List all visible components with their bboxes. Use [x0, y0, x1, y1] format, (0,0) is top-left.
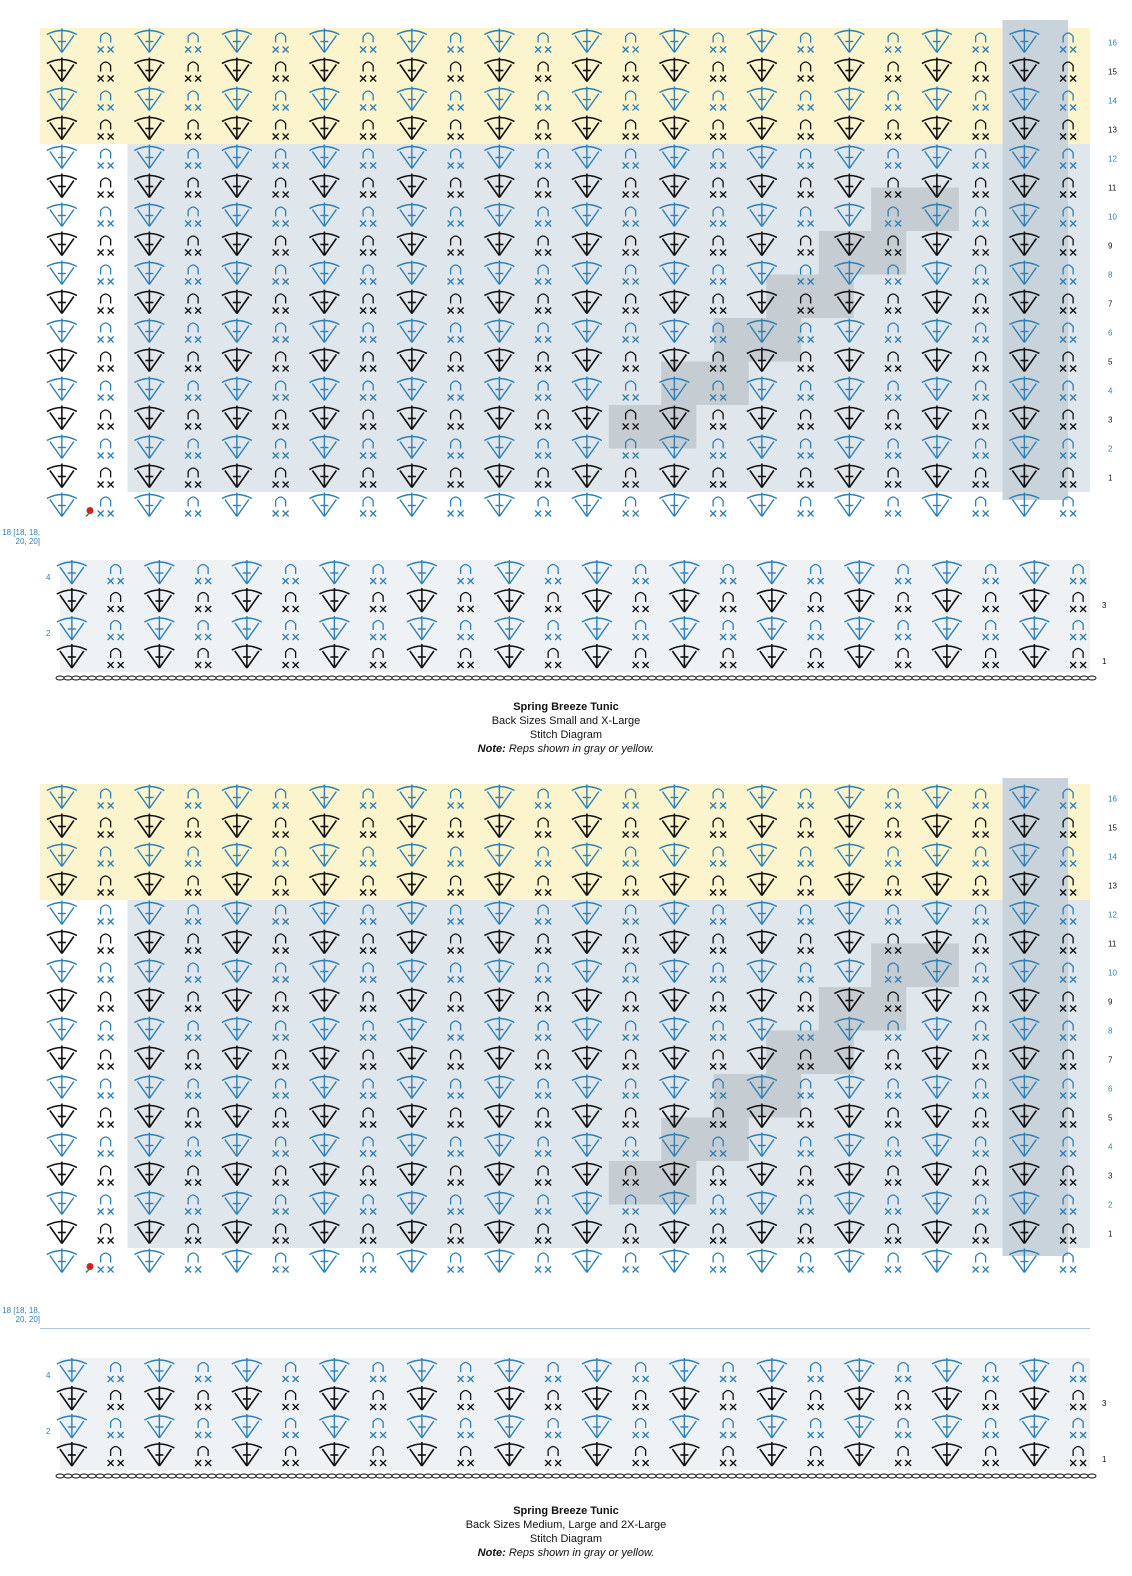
- chain-icon: [98, 905, 114, 925]
- shell-stitch-icon: [47, 435, 77, 459]
- repeat-block-gray: [609, 405, 697, 449]
- row-number-label: 5: [1108, 357, 1113, 367]
- row-number-label: 15: [1108, 823, 1117, 833]
- row-number-label: 16: [1108, 38, 1117, 48]
- chain-icon: [98, 323, 114, 343]
- row-number-label: 5: [1108, 1113, 1113, 1123]
- repeat-block-gray: [714, 1074, 802, 1118]
- diagram-title: Spring Breeze Tunic: [513, 1505, 619, 1517]
- fan-stitch-icon: [47, 988, 77, 1012]
- chain-icon: [98, 468, 114, 488]
- chain-icon: [98, 1224, 114, 1244]
- chain-icon: [360, 497, 376, 517]
- shell-stitch-icon: [572, 1249, 602, 1273]
- shell-stitch-icon: [397, 1249, 427, 1273]
- foundation-row-number: 2: [46, 629, 51, 638]
- note-text: Reps shown in gray or yellow.: [508, 1547, 655, 1559]
- foundation-chain: [56, 676, 1096, 680]
- chain-icon: [98, 265, 114, 285]
- chain-icon: [185, 1253, 201, 1273]
- chain-icon: [798, 497, 814, 517]
- chain-icon: [98, 381, 114, 401]
- repeat-block-gray: [819, 231, 907, 275]
- shell-stitch-icon: [47, 901, 77, 925]
- chain-icon: [885, 1253, 901, 1273]
- row-number-label: 10: [1108, 212, 1117, 222]
- shell-stitch-icon: [572, 493, 602, 517]
- size-label: [0, 1306, 40, 1324]
- chain-icon: [98, 352, 114, 372]
- stitch-chart-svg: [0, 778, 1132, 1488]
- row-number-label: 9: [1108, 241, 1113, 251]
- chain-icon: [98, 1195, 114, 1215]
- diagram-kind: Stitch Diagram: [529, 1533, 603, 1545]
- repeat-block-gray: [714, 318, 802, 362]
- row-number-label: 2: [1108, 1200, 1113, 1210]
- shell-stitch-icon: [922, 493, 952, 517]
- shell-stitch-icon: [47, 1017, 77, 1041]
- shell-stitch-icon: [397, 493, 427, 517]
- shell-stitch-icon: [747, 1249, 777, 1273]
- chain-icon: [273, 1253, 289, 1273]
- chain-icon: [623, 497, 639, 517]
- chain-icon: [273, 497, 289, 517]
- fan-stitch-icon: [47, 930, 77, 954]
- shell-stitch-icon: [922, 1249, 952, 1273]
- chain-icon: [185, 497, 201, 517]
- shell-stitch-icon: [659, 1249, 689, 1273]
- diagram-subtitle: Back Sizes Medium, Large and 2X-Large: [465, 1519, 667, 1531]
- foundation-rep-gray: [60, 560, 1090, 672]
- row-number-label: 10: [1108, 968, 1117, 978]
- foundation-row-number: 2: [46, 1427, 51, 1436]
- chain-icon: [798, 1253, 814, 1273]
- rose-marker-icon: [86, 1263, 94, 1273]
- size-label: [0, 528, 40, 546]
- shell-stitch-icon: [47, 145, 77, 169]
- shell-stitch-icon: [134, 1249, 164, 1273]
- stitch-chart-svg: [0, 0, 1132, 690]
- shell-stitch-icon: [309, 493, 339, 517]
- chain-icon: [535, 497, 551, 517]
- size-label-line-1: 18 [18, 18,: [2, 1306, 40, 1315]
- diagram-title: Spring Breeze Tunic: [513, 701, 619, 713]
- shell-stitch-icon: [47, 1133, 77, 1157]
- chain-icon: [973, 1253, 989, 1273]
- chain-icon: [623, 1253, 639, 1273]
- chain-icon: [98, 1137, 114, 1157]
- row-number-label: 11: [1108, 183, 1117, 193]
- foundation-row-number: 4: [46, 573, 51, 582]
- row-number-label: 14: [1108, 852, 1117, 862]
- shell-stitch-icon: [834, 493, 864, 517]
- fan-stitch-icon: [47, 232, 77, 256]
- row-number-label: 4: [1108, 386, 1113, 396]
- row-number-label: 6: [1108, 1084, 1113, 1094]
- chain-icon: [98, 1253, 114, 1273]
- shell-stitch-icon: [47, 319, 77, 343]
- chain-icon: [885, 497, 901, 517]
- shell-stitch-icon: [747, 493, 777, 517]
- chain-icon: [98, 1050, 114, 1070]
- row-number-label: 15: [1108, 67, 1117, 77]
- repeat-block-gray: [871, 188, 959, 232]
- shell-stitch-icon: [47, 959, 77, 983]
- shell-stitch-icon: [47, 493, 77, 517]
- repeat-block-gray: [819, 987, 907, 1031]
- note-label: Note:: [477, 1547, 506, 1559]
- chain-icon: [98, 1108, 114, 1128]
- row-number-label: 13: [1108, 881, 1117, 891]
- shell-stitch-icon: [47, 261, 77, 285]
- row-number-label: 16: [1108, 794, 1117, 804]
- rose-marker-icon: [86, 507, 94, 517]
- diagram-caption: [0, 1504, 1132, 1560]
- fan-stitch-icon: [47, 174, 77, 198]
- stitch-diagram-small-xlarge: [0, 0, 1132, 770]
- fan-stitch-icon: [47, 406, 77, 430]
- chain-icon: [98, 934, 114, 954]
- fan-stitch-icon: [47, 1046, 77, 1070]
- shell-stitch-icon: [47, 1249, 77, 1273]
- row-number-label: 8: [1108, 270, 1113, 280]
- note-text: Reps shown in gray or yellow.: [508, 743, 655, 755]
- foundation-row-number: 3: [1102, 1399, 1107, 1408]
- chain-icon: [98, 410, 114, 430]
- shell-stitch-icon: [134, 493, 164, 517]
- chain-icon: [98, 1166, 114, 1186]
- chain-icon: [448, 497, 464, 517]
- row-number-label: 3: [1108, 415, 1113, 425]
- fan-stitch-icon: [47, 348, 77, 372]
- shell-stitch-icon: [484, 1249, 514, 1273]
- row-number-label: 12: [1108, 910, 1117, 920]
- size-label-line-1: 18 [18, 18,: [2, 528, 40, 537]
- chain-icon: [98, 207, 114, 227]
- chain-icon: [98, 992, 114, 1012]
- chain-icon: [98, 236, 114, 256]
- chain-icon: [360, 1253, 376, 1273]
- foundation-row-number: 4: [46, 1371, 51, 1380]
- shell-stitch-icon: [47, 1075, 77, 1099]
- chain-icon: [98, 963, 114, 983]
- row-number-label: 1: [1108, 1229, 1113, 1239]
- chain-icon: [98, 1079, 114, 1099]
- chain-icon: [98, 439, 114, 459]
- row-number-label: 11: [1108, 939, 1117, 949]
- fan-stitch-icon: [47, 464, 77, 488]
- chain-icon: [98, 294, 114, 314]
- row-number-label: 13: [1108, 125, 1117, 135]
- chain-icon: [448, 1253, 464, 1273]
- shell-stitch-icon: [222, 1249, 252, 1273]
- shell-stitch-icon: [47, 377, 77, 401]
- stitch-diagram-medium-large-2xlarge: [0, 778, 1132, 1576]
- chain-icon: [98, 178, 114, 198]
- chain-icon: [98, 1021, 114, 1041]
- diagram-subtitle: Back Sizes Small and X-Large: [491, 715, 641, 727]
- row-number-label: 1: [1108, 473, 1113, 483]
- diagram-kind: Stitch Diagram: [529, 729, 603, 741]
- shell-stitch-icon: [222, 493, 252, 517]
- section-divider: [40, 1328, 1090, 1329]
- shell-stitch-icon: [47, 1191, 77, 1215]
- shell-stitch-icon: [834, 1249, 864, 1273]
- note-label: Note:: [477, 743, 506, 755]
- shell-stitch-icon: [309, 1249, 339, 1273]
- foundation-row-number: 1: [1102, 657, 1107, 666]
- chain-icon: [535, 1253, 551, 1273]
- chain-icon: [973, 497, 989, 517]
- row-number-label: 4: [1108, 1142, 1113, 1152]
- size-label-line-2: 20, 20]: [15, 1315, 40, 1324]
- diagram-caption: [0, 700, 1132, 756]
- row-number-label: 12: [1108, 154, 1117, 164]
- chain-icon: [710, 497, 726, 517]
- fan-stitch-icon: [47, 1104, 77, 1128]
- repeat-block-gray: [871, 944, 959, 988]
- row-number-label: 3: [1108, 1171, 1113, 1181]
- shell-stitch-icon: [659, 493, 689, 517]
- repeat-column-gray: [1003, 20, 1069, 500]
- foundation-row-number: 1: [1102, 1455, 1107, 1464]
- row-number-label: 9: [1108, 997, 1113, 1007]
- fan-stitch-icon: [47, 290, 77, 314]
- chain-icon: [98, 149, 114, 169]
- shell-stitch-icon: [1009, 493, 1039, 517]
- size-label-line-2: 20, 20]: [15, 537, 40, 546]
- fan-stitch-icon: [47, 1162, 77, 1186]
- foundation-rep-gray: [60, 1358, 1090, 1470]
- row-number-label: 2: [1108, 444, 1113, 454]
- row-number-label: 8: [1108, 1026, 1113, 1036]
- chain-icon: [98, 497, 114, 517]
- repeat-block-gray: [609, 1161, 697, 1205]
- foundation-row-number: 3: [1102, 601, 1107, 610]
- row-number-label: 7: [1108, 299, 1113, 309]
- row-number-label: 14: [1108, 96, 1117, 106]
- fan-stitch-icon: [47, 1220, 77, 1244]
- foundation-chain: [56, 1474, 1096, 1478]
- chain-icon: [710, 1253, 726, 1273]
- shell-stitch-icon: [47, 203, 77, 227]
- row-number-label: 6: [1108, 328, 1113, 338]
- row-number-label: 7: [1108, 1055, 1113, 1065]
- shell-stitch-icon: [1009, 1249, 1039, 1273]
- shell-stitch-icon: [484, 493, 514, 517]
